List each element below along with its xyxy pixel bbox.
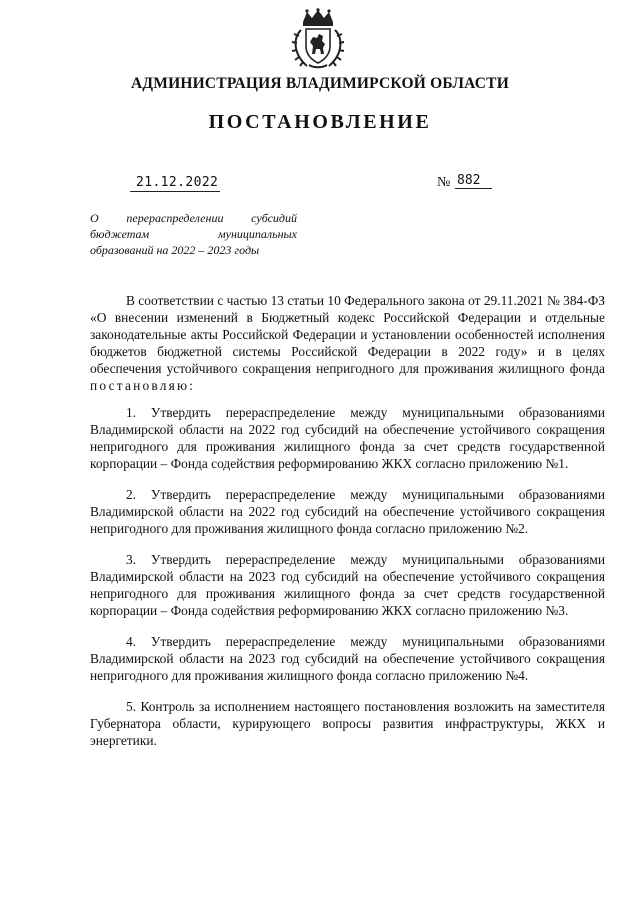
- resolution-item: 5. Контроль за исполнением настоящего постановления возложить на заместителя Губернатора области, курирующего вопросы развития инфраструктуры, ЖКХ и энергетики.: [90, 699, 605, 748]
- subject-line: образований на 2022 – 2023 годы: [90, 243, 260, 257]
- resolution-item: 3. Утвердить перераспределение между муниципальными образованиями Владимирской области на 2023 год субсидий на обеспечение устойчивого сокращения непригодного для проживания жилищного фонда за счет средств государственной корпорации – Фонда содействия реформированию ЖКХ согласно приложению №3.: [90, 552, 605, 618]
- subject-line: О перераспределении субсидий бюджетам муниципальных: [90, 211, 297, 241]
- document-subject: [90, 210, 297, 258]
- resolution-item: 2. Утвердить перераспределение между муниципальными образованиями Владимирской области на 2022 год субсидий на обеспечение устойчивого сокращения непригодного для проживания жилищного фонда согласно приложению №2.: [90, 487, 605, 536]
- vladimir-region-coat-of-arms-icon: [289, 8, 347, 70]
- document-type-title: ПОСТАНОВЛЕНИЕ: [208, 111, 432, 133]
- resolve-word: постановляю:: [90, 378, 196, 393]
- intro-text: В соответствии с частью 13 статьи 10 Федерального закона от 29.11.2021 № 384-ФЗ «О внесении изменений в Бюджетный кодекс Российской Федерации и отдельные законодательные акты Российской Федерации и установлении особенностей исполнения бюджетов бюджетной системы Российской Федерации в 2022 году» и в целях обеспечения устойчивого сокращения непригодного для проживания жилищного фонда: [90, 293, 605, 376]
- document-number: 882: [455, 173, 492, 189]
- document-date: 21.12.2022: [130, 175, 220, 192]
- organization-name: АДМИНИСТРАЦИЯ ВЛАДИМИРСКОЙ ОБЛАСТИ: [131, 75, 509, 92]
- resolution-item: 1. Утвердить перераспределение между муниципальными образованиями Владимирской области на 2022 год субсидий на обеспечение устойчивого сокращения непригодного для проживания жилищного фонда за счет средств государственной корпорации – Фонда содействия реформированию ЖКХ согласно приложению №1.: [90, 405, 605, 471]
- document-body: [90, 292, 605, 763]
- intro-paragraph: [90, 292, 605, 394]
- number-sign: №: [437, 175, 451, 190]
- resolution-item: 4. Утвердить перераспределение между муниципальными образованиями Владимирской области на 2023 год субсидий на обеспечение устойчивого сокращения непригодного для проживания жилищного фонда согласно приложению №4.: [90, 634, 605, 683]
